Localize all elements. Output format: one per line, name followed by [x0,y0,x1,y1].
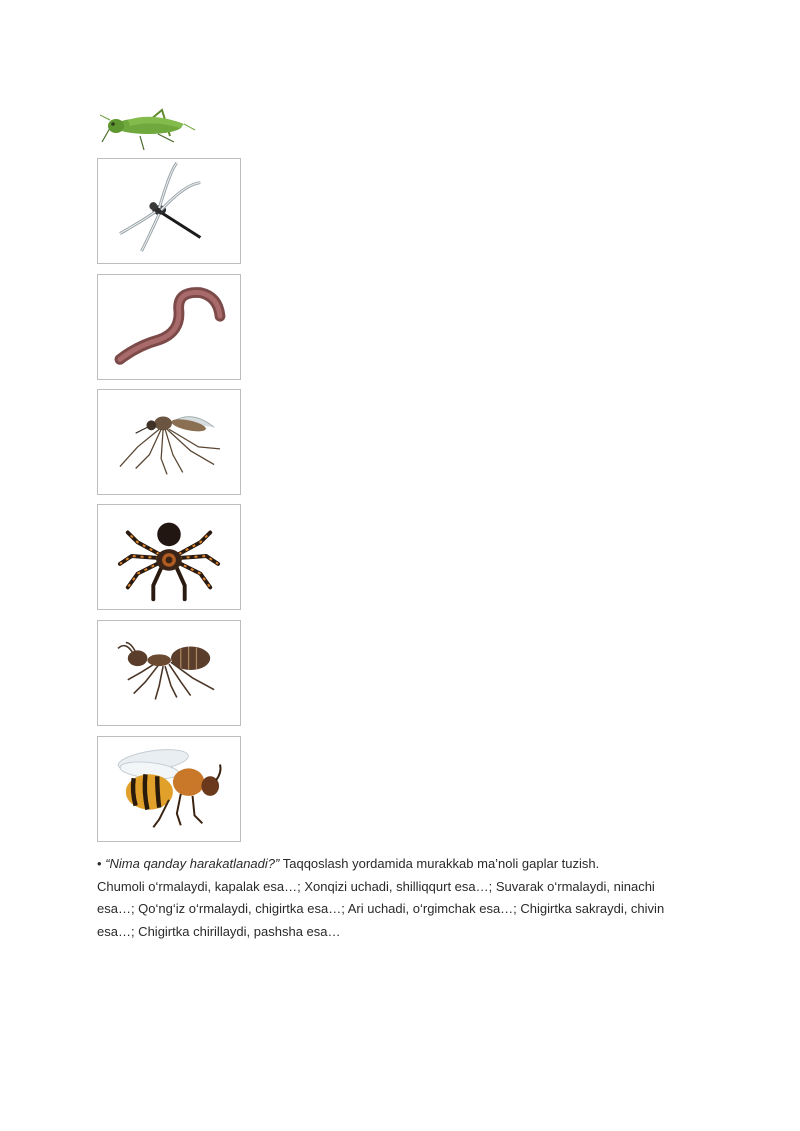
mosquito-card [97,389,241,495]
task-question: “Nima qanday harakatlanadi?” [105,856,280,871]
grasshopper-icon [100,106,196,152]
task-line-3: esa…; Chigirtka chirillaydi, pashsha esa… [97,923,341,939]
ant-card [97,620,241,726]
task-heading [97,853,707,876]
task-line-1: Chumoli o‘rmalaydi, kapalak esa…; Xonqizi uchadi, shilliqqurt esa…; Suvarak o‘rmalaydi, ninachi [97,878,655,894]
dragonfly-icon [98,159,240,263]
ant-icon [98,621,240,725]
mosquito-icon [98,390,240,494]
spider-icon [98,505,240,609]
bee-icon [98,737,240,841]
bullet: • [97,856,102,871]
spider-card [97,504,241,610]
task-text [97,853,707,943]
dragonfly-card [97,158,241,264]
earthworm-card [97,274,241,380]
bee-card [97,736,241,842]
task-instruction: Taqqoslash yordamida murakkab ma’noli gaplar tuzish. [282,856,600,871]
earthworm-icon [98,275,240,379]
task-line-2: esa…; Qo‘ng‘iz o‘rmalaydi, chigirtka esa…; Ari uchadi, o‘rgimchak esa…; Chigirtka sakraydi, chivin [97,901,665,916]
